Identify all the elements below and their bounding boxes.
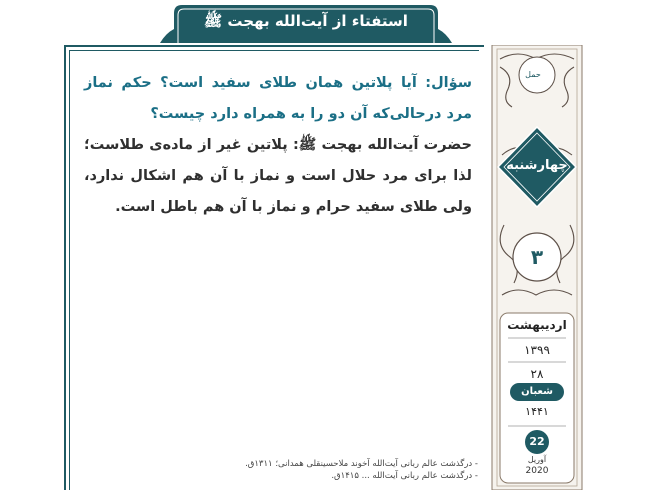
footnote-line: - درگذشت عالم ربانی آیت‌الله آخوند ملاحسینقلی همدانی؛ ۱۳۱۱ق. xyxy=(245,459,478,469)
solar-year: ۱۳۹۹ xyxy=(524,343,550,357)
weekday-label: چهارشنبه xyxy=(506,158,568,173)
hijri-year: ۱۴۴۱ xyxy=(525,405,549,418)
hijri-day: ۲۸ xyxy=(530,367,544,381)
footnote-line: - درگذشت عالم ربانی آیت‌الله ... ۱۴۱۵ق. xyxy=(331,471,478,481)
gregorian-day-badge: 22 xyxy=(525,430,549,454)
page-title: استفتاء از آیت‌الله بهجت ﷺ xyxy=(204,12,408,30)
question-text: سؤال: آیا پلاتین همان طلای سفید است؟ حکم نماز مرد درحالی‌که آن دو را به همراه دارد چیست؟ xyxy=(84,75,472,122)
solar-month: اردیبهشت xyxy=(507,318,567,332)
answer-text: حضرت آیت‌الله بهجت ﷺ: پلاتین غیر از ماده‌ی طلاست؛ لذا برای مرد حلال است و نماز با آن هم اشکال ندارد، ولی طلای سفید حرام و نماز با آن هم باطل است. xyxy=(84,137,472,215)
day-number: ۳ xyxy=(530,245,544,269)
gregorian-month: آوریل xyxy=(527,455,547,464)
hijri-month-badge: شعبان xyxy=(510,383,564,401)
gregorian-year: 2020 xyxy=(525,466,549,476)
footnotes xyxy=(196,458,478,482)
zodiac-sign: حمل xyxy=(525,70,541,79)
content-area xyxy=(84,68,472,223)
